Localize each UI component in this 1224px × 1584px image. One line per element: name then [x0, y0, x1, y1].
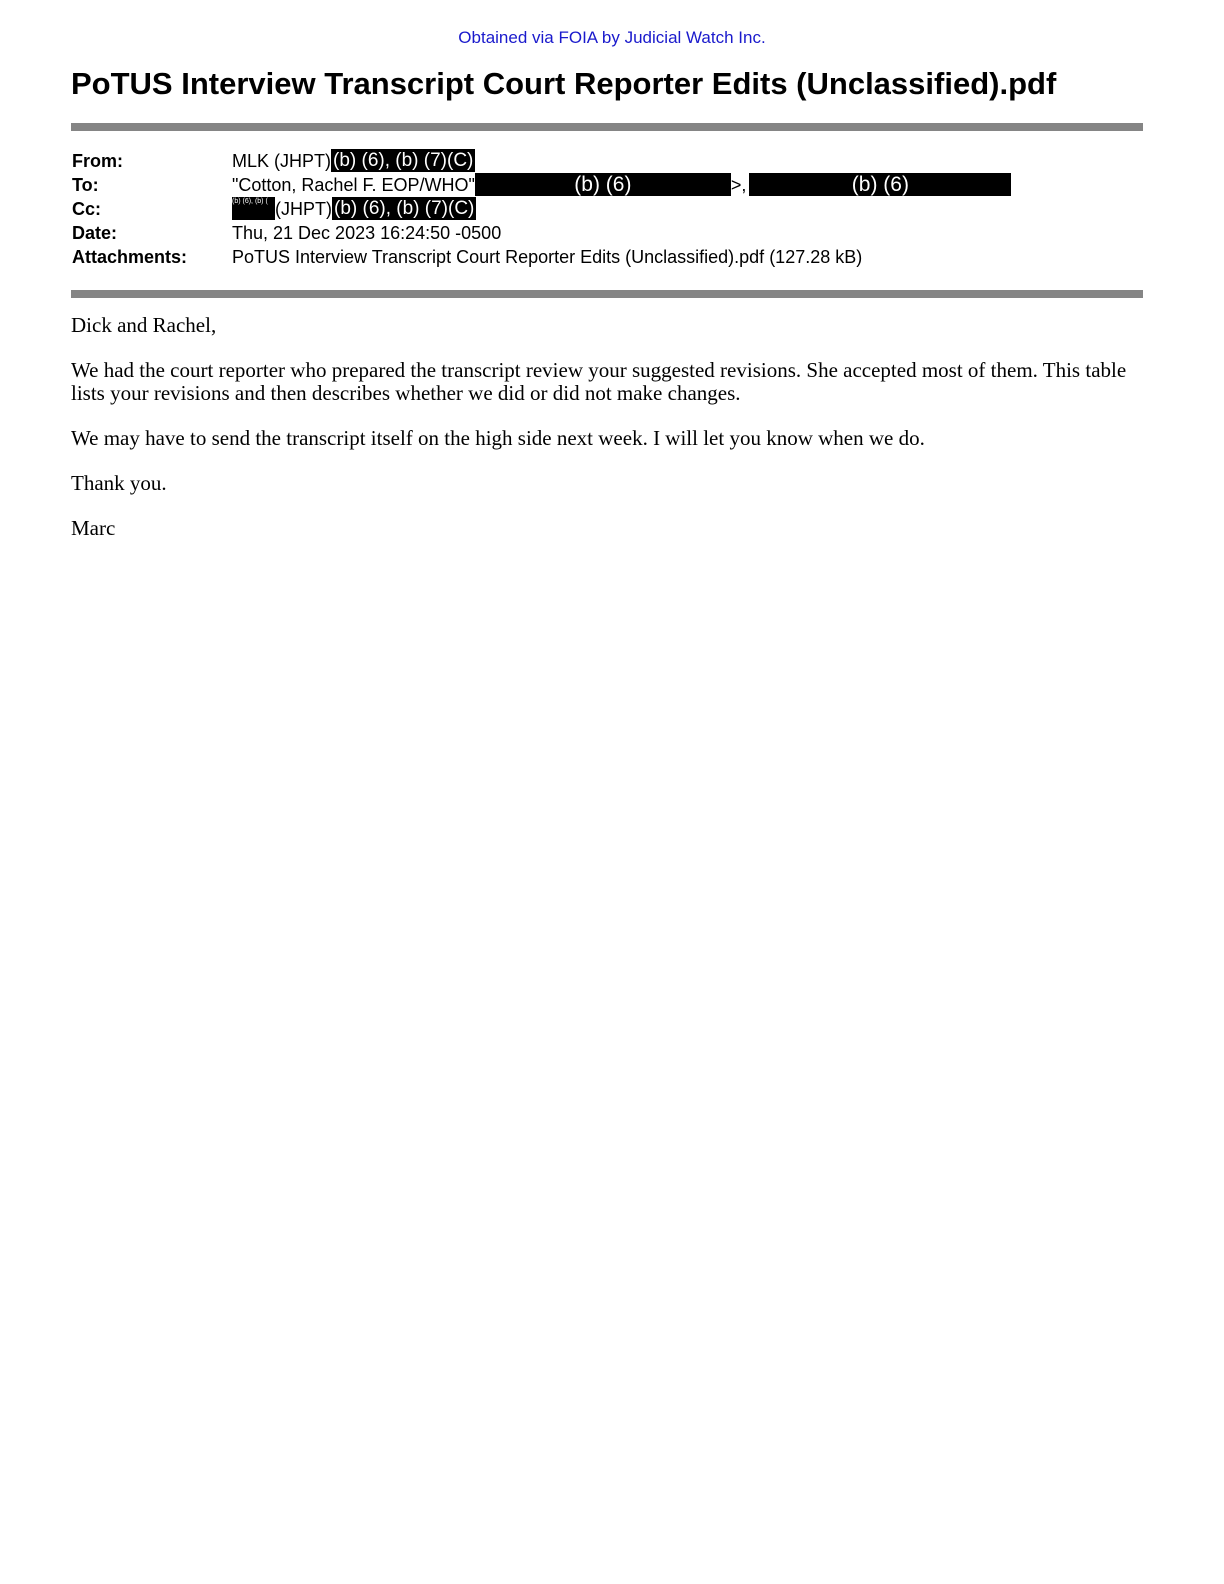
document-title: PoTUS Interview Transcript Court Reporter Edits (Unclassified).pdf [71, 66, 1057, 101]
signature: Marc [71, 516, 116, 540]
header-divider-top [71, 123, 1143, 131]
cc-name: (JHPT) [275, 199, 332, 219]
greeting: Dick and Rachel, [71, 313, 217, 337]
to-label: To: [72, 175, 99, 195]
from-name: MLK (JHPT) [232, 151, 331, 171]
to-value [232, 173, 1011, 197]
to-redaction-2: (b) (6) [749, 173, 1011, 196]
cc-redaction-small: (b) (6), (b) ( [232, 197, 275, 220]
date-label: Date: [72, 223, 118, 243]
to-redaction-1: (b) (6) [475, 173, 731, 196]
cc-value [232, 197, 476, 221]
from-label: From: [72, 151, 123, 171]
foia-source-note: Obtained via FOIA by Judicial Watch Inc. [458, 28, 766, 47]
to-name: "Cotton, Rachel F. EOP/WHO" [232, 175, 475, 195]
from-value [232, 149, 475, 173]
body-paragraph: We may have to send the transcript itself on the high side next week. I will let you know when we do. [71, 426, 925, 450]
to-separator: >, [730, 175, 747, 195]
email-body [71, 314, 1151, 562]
cc-label: Cc: [72, 199, 102, 219]
cc-redaction: (b) (6), (b) (7)(C) [334, 198, 475, 219]
date-value: Thu, 21 Dec 2023 16:24:50 -0500 [232, 223, 502, 243]
attachment-link[interactable]: PoTUS Interview Transcript Court Reporter Edits (Unclassified).pdf (127.28 kB) [232, 247, 863, 267]
header-divider-bottom [71, 290, 1143, 298]
body-paragraph: We had the court reporter who prepared the transcript review your suggested revisions. She accepted most of them. This table lists your revisions and then describes whether we did or did not make changes. [71, 358, 1127, 405]
attachments-label: Attachments: [72, 247, 188, 267]
closing: Thank you. [71, 471, 167, 495]
from-redaction: (b) (6), (b) (7)(C) [333, 150, 474, 171]
